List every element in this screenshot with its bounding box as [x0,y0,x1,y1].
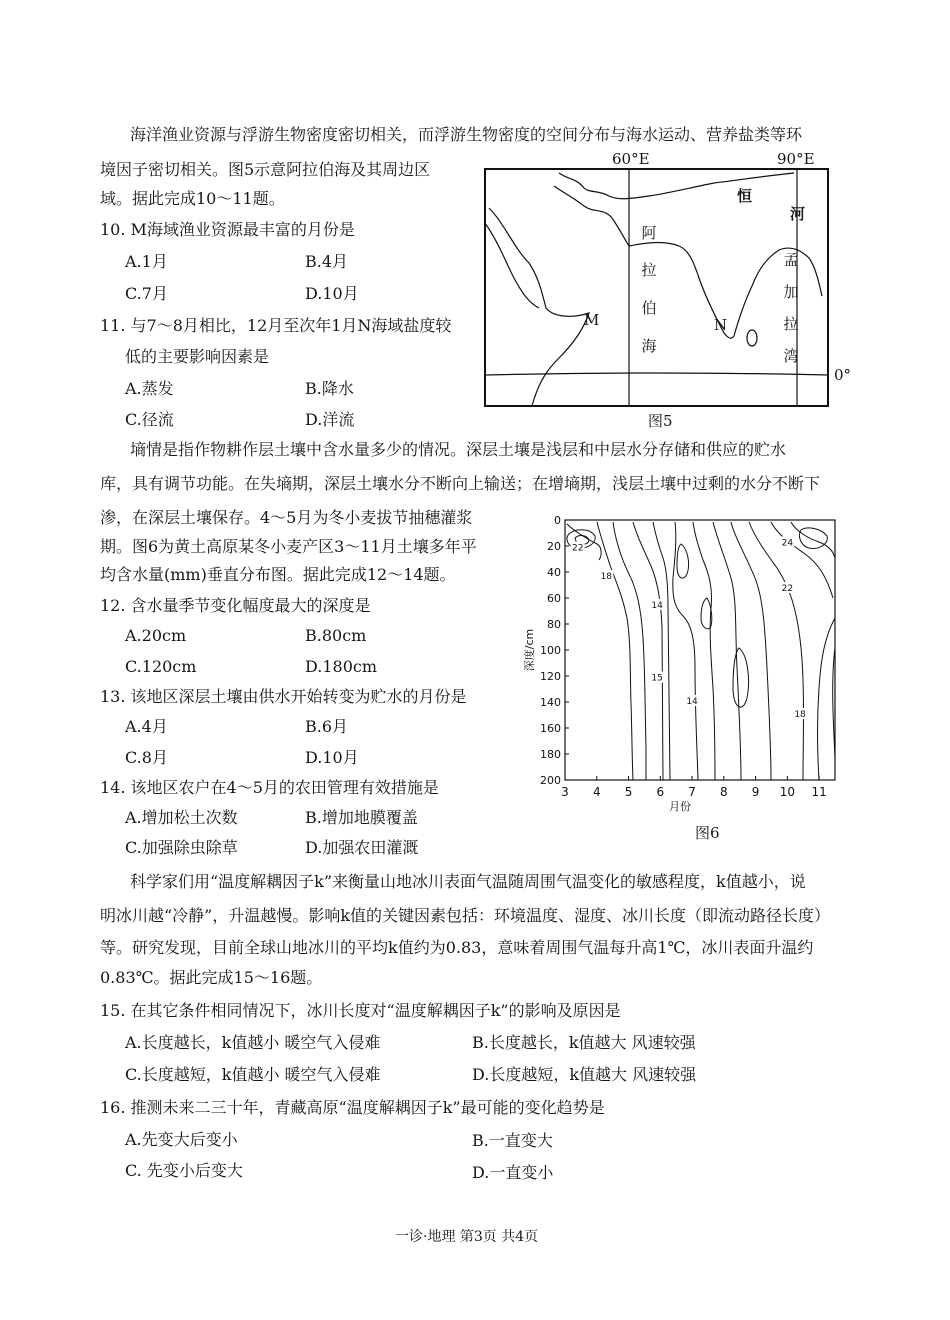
contour-line [633,522,663,780]
contour-line [597,522,633,780]
x-axis-label: 月份 [669,800,691,813]
question-15-stem: 15. 在其它条件相同情况下，冰川长度对“温度解耦因子k”的影响及原因是 [100,1001,621,1020]
figure-6-chart [515,508,845,838]
x-tick-label: 10 [779,785,795,799]
contour-label: 24 [781,538,794,549]
q15-option-b[interactable]: B.长度越长，k值越大 风速较强 [472,1033,696,1052]
y-axis-label: 深度/cm [523,628,536,672]
passage2-line4: 期。图6为黄土高原某冬小麦产区3～11月土壤多年平 [100,537,477,556]
question-13-stem: 13. 该地区深层土壤由供水开始转变为贮水的月份是 [100,687,467,706]
passage2-line2: 库，具有调节功能。在失墒期，深层土壤水分不断向上输送；在增墒期，浅层土壤中过剩的水分不断下 [100,474,821,493]
q13-option-c[interactable]: C.8月 [125,748,168,767]
passage1-line2: 境因子密切相关。图5示意阿拉伯海及其周边区 [100,160,431,179]
q10-option-c[interactable]: C.7月 [125,284,168,303]
map-bay-char-2: 加 [783,283,799,301]
q12-option-a[interactable]: A.20cm [125,626,187,645]
q15-option-a[interactable]: A.长度越长，k值越小 暖空气入侵难 [125,1033,381,1052]
q14-option-d[interactable]: D.加强农田灌溉 [305,838,419,857]
y-tick-label: 80 [547,618,561,631]
contour-line [791,522,835,558]
y-tick-label: 200 [540,774,561,787]
q14-option-b[interactable]: B.增加地膜覆盖 [305,808,418,827]
contour-label: 18 [794,710,806,720]
contour-line [749,522,804,780]
y-tick-label: 180 [540,748,561,761]
q11-option-c[interactable]: C.径流 [125,410,174,429]
passage3-line3: 等。研究发现，目前全球山地冰川的平均k值约为0.83，意味着周围气温每升高1℃，冰川表面升温约 [100,938,814,957]
q15-option-c[interactable]: C.长度越短，k值越小 暖空气入侵难 [125,1065,381,1084]
x-tick-label: 4 [592,785,601,799]
question-11-stem-line1: 11. 与7～8月相比，12月至次年1月N海域盐度较 [100,316,452,335]
contour-label: 15 [651,673,663,684]
map-bay-char-1: 孟 [783,251,799,269]
map-frame [484,168,830,408]
q11-option-b[interactable]: B.降水 [305,379,354,398]
q16-option-d[interactable]: D.一直变小 [472,1163,554,1182]
q13-option-a[interactable]: A.4月 [125,717,168,736]
contour-line [677,544,689,578]
question-16-stem: 16. 推测未来二三十年，青藏高原“温度解耦因子k”最可能的变化趋势是 [100,1098,605,1117]
y-tick-label: 20 [547,540,561,553]
x-tick-label: 5 [624,785,633,799]
question-14-stem: 14. 该地区农户在4～5月的农田管理有效措施是 [100,778,439,797]
passage2-line1: 墒情是指作物耕作层土壤中含水量多少的情况。深层土壤是浅层和中层水分存储和供应的贮水 [130,440,787,459]
y-tick-label: 160 [540,722,561,735]
figure-5-caption: 图5 [648,412,673,430]
x-tick-label: 8 [720,785,728,799]
contour-label: 22 [781,583,794,594]
passage2-line5: 均含水量(mm)垂直分布图。据此完成12～14题。 [100,565,456,584]
map-label-n: N [714,316,728,334]
contour-label: 14 [686,697,698,707]
x-tick-label: 3 [561,785,569,799]
q16-option-a[interactable]: A.先变大后变小 [125,1130,238,1149]
passage2-line3: 渗，在深层土壤保存。4～5月为冬小麦拔节抽穗灌浆 [100,508,473,527]
q14-option-c[interactable]: C.加强除虫除草 [125,838,238,857]
map-label-m: M [584,311,600,329]
contour-lines [567,522,835,780]
question-11-stem-line2: 低的主要影响因素是 [125,347,270,366]
longitude-60e-label: 60°E [612,150,650,168]
y-tick-label: 60 [547,592,561,605]
q12-option-b[interactable]: B.80cm [305,626,367,645]
y-tick-label: 0 [554,514,561,527]
q10-option-b[interactable]: B.4月 [305,252,349,271]
passage3-line1: 科学家们用“温度解耦因子k”来衡量山地冰川表面气温随周围气温变化的敏感程度，k值越小，说 [130,872,806,891]
passage3-line4: 0.83℃。据此完成15～16题。 [100,968,323,987]
q15-option-d[interactable]: D.长度越短，k值越大 风速较强 [472,1065,697,1084]
map-sea-char-2: 拉 [641,261,657,279]
map-sea-char-1: 阿 [641,224,657,242]
contour-label: 14 [651,600,663,611]
passage1-line1: 海洋渔业资源与浮游生物密度密切相关，而浮游生物密度的空间分布与海水运动、营养盐类等环 [130,125,803,144]
map-bay-char-3: 拉 [783,315,799,333]
q10-option-d[interactable]: D.10月 [305,284,359,303]
q10-option-a[interactable]: A.1月 [125,252,168,271]
contour-line [733,648,749,707]
page-footer: 一诊·地理 第3页 共4页 [395,1229,539,1245]
map-sea-char-3: 伯 [641,299,657,317]
x-tick-label: 11 [811,785,827,799]
x-tick-label: 6 [656,785,665,799]
q11-option-a[interactable]: A.蒸发 [125,379,174,398]
contour-line [653,522,670,780]
q14-option-a[interactable]: A.增加松土次数 [125,808,238,827]
figure-5-map [484,150,852,432]
q12-option-c[interactable]: C.120cm [125,657,197,676]
contour-label: 18 [600,572,613,583]
plot-frame [565,520,835,780]
figure-6-caption: 图6 [695,824,720,842]
map-sea-char-4: 海 [641,337,657,355]
map-river-char-2: 河 [790,205,806,223]
equator-label: 0° [834,366,852,384]
q13-option-b[interactable]: B.6月 [305,717,349,736]
chart-axes [522,514,835,813]
y-tick-label: 100 [540,644,561,657]
contour-line [799,528,827,548]
y-tick-label: 120 [540,670,561,683]
q11-option-d[interactable]: D.洋流 [305,410,355,429]
contour-label: 22 [571,543,584,554]
q13-option-d[interactable]: D.10月 [305,748,359,767]
q12-option-d[interactable]: D.180cm [305,657,378,676]
passage1-line3: 域。据此完成10～11题。 [100,189,285,208]
passage3-line2: 明冰川越“冷静”，升温越慢。影响k值的关键因素包括：环境温度、湿度、冰川长度（即流动路径长度） [100,906,831,925]
map-bay-char-4: 湾 [783,347,799,365]
q16-option-b[interactable]: B.一直变大 [472,1131,553,1150]
question-12-stem: 12. 含水量季节变化幅度最大的深度是 [100,596,371,615]
question-10-stem: 10. M海域渔业资源最丰富的月份是 [100,220,355,239]
q16-option-c[interactable]: C. 先变小后变大 [125,1161,243,1180]
y-tick-label: 40 [547,566,561,579]
x-tick-label: 7 [688,785,696,799]
x-tick-label: 9 [751,785,760,799]
y-tick-label: 140 [540,696,561,709]
map-river-char-1: 恒 [737,187,753,205]
longitude-90e-label: 90°E [777,150,815,168]
